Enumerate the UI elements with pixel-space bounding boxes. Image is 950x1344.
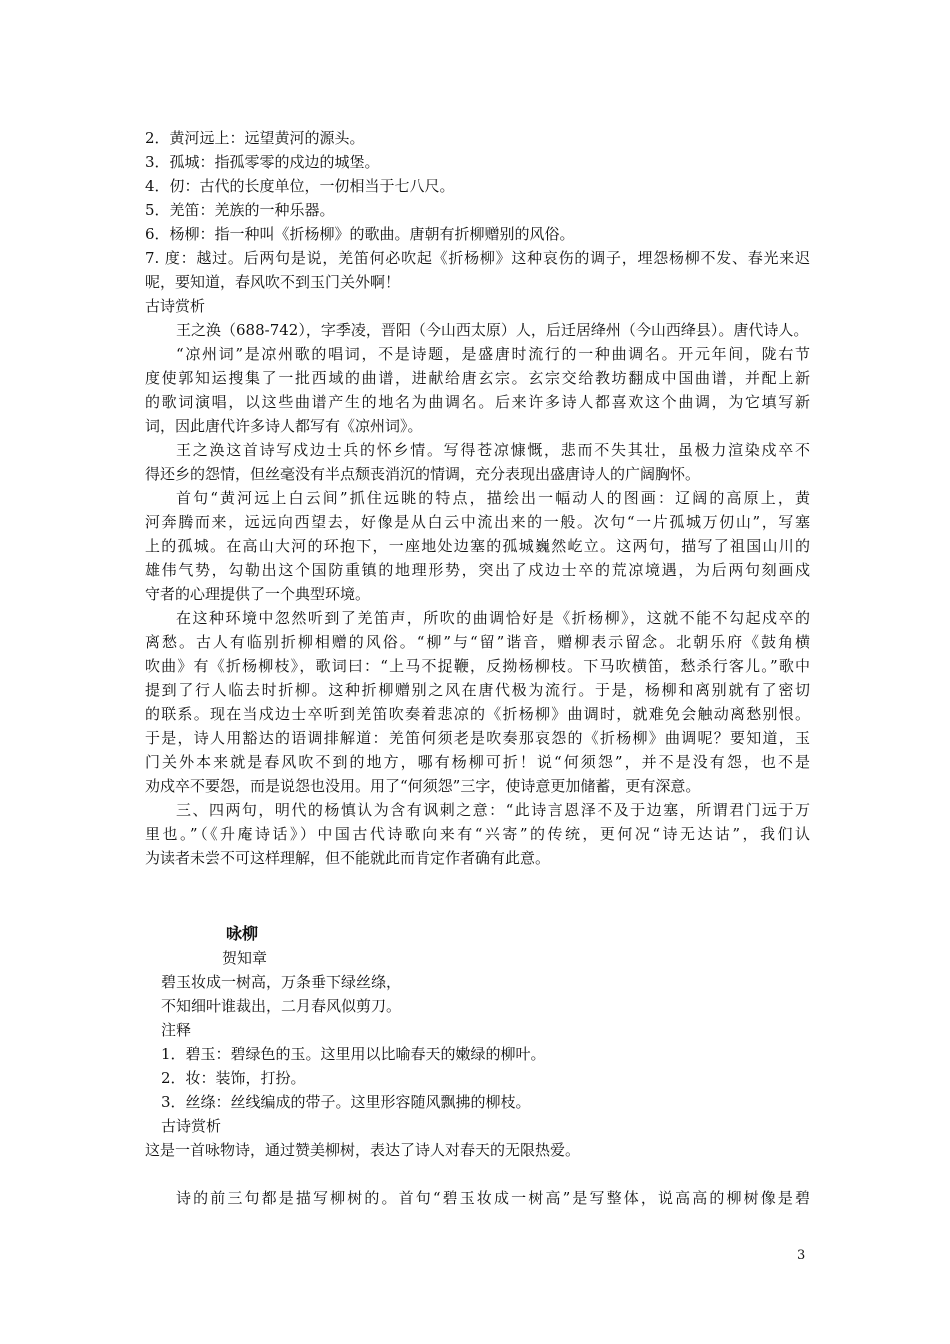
paragraph-line: 守者的心理提供了一个典型环境。 [145,585,371,603]
paragraph-line: 于是，诗人用豁达的语调排解道：羌笛何须老是吹奏那哀怨的《折杨柳》曲调呢？要知道，玉 [145,729,810,747]
note-line: 7. 度：越过。后两句是说，羌笛何必吹起《折杨柳》这种哀伤的调子，埋怨杨柳不发、春光来迟 [145,249,810,267]
paragraph-line: 的联系。现在当戍边士卒听到羌笛吹奏着悲凉的《折杨柳》曲调时，就难免会触动离愁别恨。 [145,705,810,723]
paragraph-line: “凉州词”是凉州歌的唱词，不是诗题，是盛唐时流行的一种曲调名。开元年间，陇右节 [176,345,810,363]
paragraph-line: 里也。”（《升庵诗话》）中国古代诗歌向来有“兴寄”的传统，更何况“诗无达诂”，我们认 [145,825,810,843]
poem-title: 咏柳 [226,924,259,943]
paragraph-line: 度使郭知运搜集了一批西域的曲谱，进献给唐玄宗。玄宗交给教坊翻成中国曲谱，并配上新 [145,369,810,387]
paragraph-line: 劝戍卒不要怨，而是说怨也没用。用了“何须怨”三字，使诗意更加储蓄，更有深意。 [145,777,701,795]
page-number: 3 [797,1248,806,1263]
section-heading: 古诗赏析 [145,297,206,315]
paragraph-line: 词，因此唐代许多诗人都写有《凉州词》。 [145,417,423,435]
note-line: 4．仞：古代的长度单位，一仞相当于七八尺。 [145,177,455,195]
note-line: 2．妆：装饰，打扮。 [161,1069,306,1087]
poem-line: 碧玉妆成一树高，万条垂下绿丝绦， [161,973,402,991]
paragraph-line: 王之涣这首诗写戍边士兵的怀乡情。写得苍凉慷慨，悲而不失其壮，虽极力渲染戍卒不 [176,441,810,459]
paragraph-line: 提到了行人临去时折柳。这种折柳赠别之风在唐代极为流行。于是，杨柳和离别就有了密切 [145,681,810,699]
paragraph-line: 这是一首咏物诗，通过赞美柳树，表达了诗人对春天的无限热爱。 [145,1141,581,1159]
paragraph-line: 三、四两句，明代的杨慎认为含有讽刺之意：“此诗言恩泽不及于边塞，所谓君门远于万 [176,801,810,819]
paragraph-line: 离愁。古人有临别折柳相赠的风俗。“柳”与“留”谐音，赠柳表示留念。北朝乐府《鼓角横 [145,633,810,651]
paragraph-line: 得还乡的怨情，但丝毫没有半点颓丧消沉的情调，充分表现出盛唐诗人的广阔胸怀。 [145,465,701,483]
note-line: 呢，要知道，春风吹不到玉门关外啊！ [145,273,401,291]
paragraph-line: 雄伟气势，勾勒出这个国防重镇的地理形势，突出了戍边士卒的荒凉境遇，为后两句刻画戍 [145,561,810,579]
paragraph-line: 为读者未尝不可这样理解，但不能就此而肯定作者确有此意。 [145,849,551,867]
note-line: 1．碧玉：碧绿色的玉。这里用以比喻春天的嫩绿的柳叶。 [161,1045,546,1063]
note-line: 3．丝绦：丝线编成的带子。这里形容随风飘拂的柳枝。 [161,1093,531,1111]
paragraph-line: 吹曲》有《折杨柳枝》，歌词曰：“上马不捉鞭，反拗杨柳枝。下马吹横笛，愁杀行客儿。”歌中 [145,657,810,675]
note-line: 5．羌笛：羌族的一种乐器。 [145,201,335,219]
note-line: 3．孤城：指孤零零的戍边的城堡。 [145,153,380,171]
note-line: 2．黄河远上：远望黄河的源头。 [145,129,365,147]
paragraph-line: 门关外本来就是春风吹不到的地方，哪有杨柳可折！说“何须怨”，并不是没有怨，也不是 [145,753,810,771]
poem-author: 贺知章 [222,949,268,967]
paragraph-line: 王之涣（688-742），字季凌，晋阳（今山西太原）人，后迁居绛州（今山西绛县）。唐代诗人。 [176,321,809,339]
paragraph-line: 在这种环境中忽然听到了羌笛声，所吹的曲调恰好是《折杨柳》，这就不能不勾起戍卒的 [176,609,810,627]
note-line: 6．杨柳：指一种叫《折杨柳》的歌曲。唐朝有折柳赠别的风俗。 [145,225,575,243]
section-heading: 古诗赏析 [161,1117,222,1135]
paragraph-line: 诗的前三句都是描写柳树的。首句“碧玉妆成一树高”是写整体，说高高的柳树像是碧 [176,1189,810,1207]
paragraph-line: 上的孤城。在高山大河的环抱下，一座地处边塞的孤城巍然屹立。这两句，描写了祖国山川的 [145,537,810,555]
paragraph-line: 首句“黄河远上白云间”抓住远眺的特点，描绘出一幅动人的图画：辽阔的高原上，黄 [176,489,810,507]
paragraph-line: 的歌词演唱，以这些曲谱产生的地名为曲调名。后来许多诗人都喜欢这个曲调，为它填写新 [145,393,810,411]
poem-line: 不知细叶谁裁出，二月春风似剪刀。 [161,997,402,1015]
notes-heading: 注释 [161,1021,192,1039]
paragraph-line: 河奔腾而来，远远向西望去，好像是从白云中流出来的一般。次句“一片孤城万仞山”，写塞 [145,513,810,531]
